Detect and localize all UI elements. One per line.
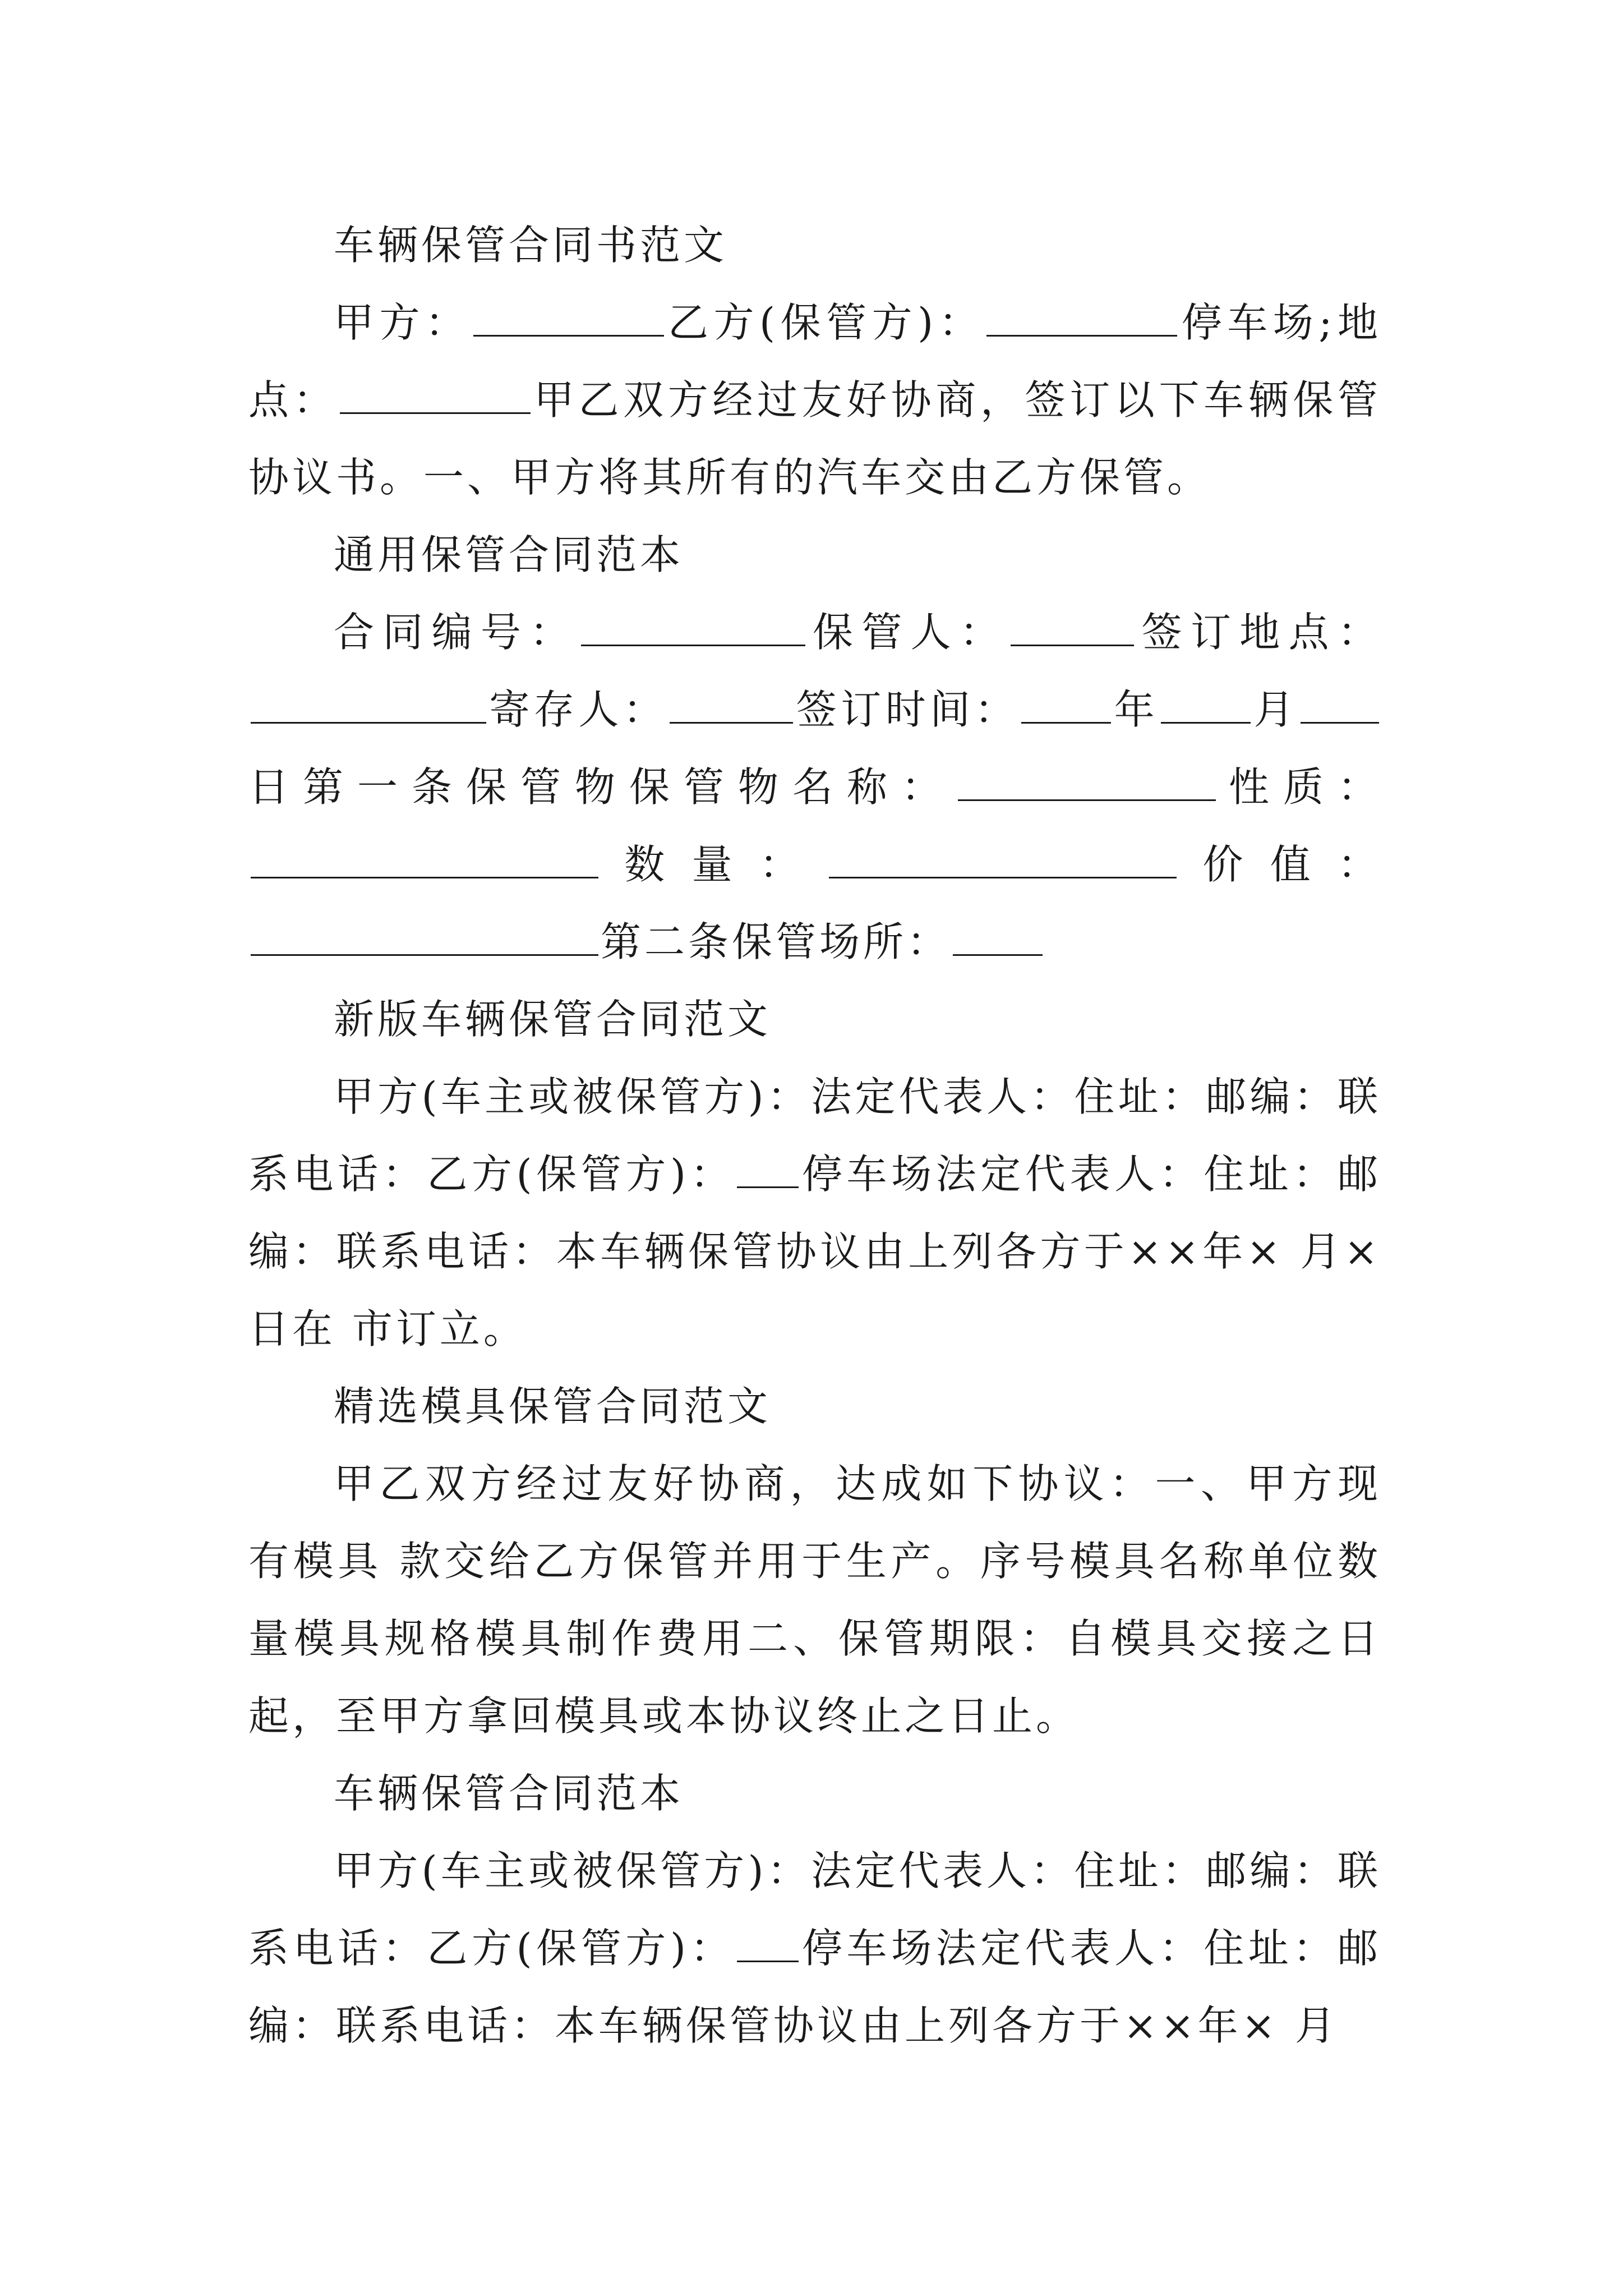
paragraph-text: 保管人：	[807, 609, 1009, 656]
fill-in-blank	[1301, 685, 1379, 724]
section-paragraph	[248, 284, 1381, 516]
paragraph-text: 乙方(保管方)：	[666, 299, 985, 346]
paragraph-text: 第二条保管场所：	[601, 918, 951, 965]
paragraph-text: 性质：	[1218, 763, 1381, 811]
fill-in-blank	[953, 917, 1043, 956]
section-paragraph	[248, 1832, 1381, 2064]
paragraph-text: 停车场;地点：	[248, 299, 1381, 424]
section-heading: 车辆保管合同书范文	[334, 222, 728, 269]
fill-in-blank	[986, 298, 1177, 337]
paragraph-text: 寄存人：	[488, 686, 668, 733]
fill-in-blank	[1021, 685, 1111, 724]
fill-in-blank	[1011, 608, 1134, 646]
paragraph-text: 数量：	[601, 841, 827, 888]
paragraph-text: 签订地点：	[1136, 609, 1381, 656]
section-heading: 车辆保管合同范本	[334, 1770, 684, 1817]
paragraph-text: 合同编号：	[334, 609, 579, 656]
paragraph-text: 月	[1253, 686, 1298, 733]
fill-in-blank	[958, 762, 1216, 801]
fill-in-blank	[251, 685, 486, 724]
paragraph-text: 日第一条保管物保管物名称：	[248, 763, 956, 811]
section-heading: 新版车辆保管合同范文	[334, 996, 772, 1043]
fill-in-blank	[251, 840, 598, 878]
paragraph-text: 甲乙双方经过友好协商，签订以下车辆保管协议书。一、甲方将其所有的汽车交由乙方保管。	[248, 376, 1381, 501]
paragraph-text: 甲方(车主或被保管方)：法定代表人：住址：邮编：联系电话：乙方(保管方)：	[248, 1847, 1381, 1972]
fill-in-blank	[670, 685, 793, 724]
paragraph-text: 停车场法定代表人：住址：邮编：联系电话：本车辆保管协议由上列各方于××年× 月	[248, 1925, 1381, 2049]
fill-in-blank	[473, 298, 664, 337]
paragraph-text: 甲乙双方经过友好协商，达成如下协议：一、甲方现有模具 款交给乙方保管并用于生产。序号模具名称单位数量模具规格模具制作费用二、保管期限：自模具交接之日起，至甲方拿回模具或本协议终止之日止。	[248, 1460, 1381, 1740]
fill-in-blank	[829, 840, 1177, 878]
section-heading: 精选模具保管合同范文	[334, 1383, 772, 1430]
fill-in-blank	[1161, 685, 1251, 724]
section-heading: 通用保管合同范本	[334, 531, 684, 578]
fill-in-blank	[251, 917, 598, 956]
paragraph-text: 甲方：	[334, 299, 471, 346]
fill-in-blank	[737, 1924, 799, 1962]
paragraph-text: 年	[1113, 686, 1159, 733]
section-paragraph	[248, 1058, 1381, 1368]
section-paragraph	[248, 1445, 1381, 1755]
fill-in-blank	[581, 608, 805, 646]
paragraph-text: 签订时间：	[795, 686, 1020, 733]
paragraph-text: 甲方(车主或被保管方)：法定代表人：住址：邮编：联系电话：乙方(保管方)：	[248, 1073, 1381, 1198]
section-paragraph	[248, 593, 1381, 981]
paragraph-text: 停车场法定代表人：住址：邮编：联系电话：本车辆保管协议由上列各方于××年× 月× 日在 市订立。	[248, 1151, 1381, 1352]
fill-in-blank	[737, 1149, 799, 1188]
document-body	[248, 206, 1381, 2064]
fill-in-blank	[340, 375, 531, 414]
paragraph-text: 价值：	[1179, 841, 1381, 888]
